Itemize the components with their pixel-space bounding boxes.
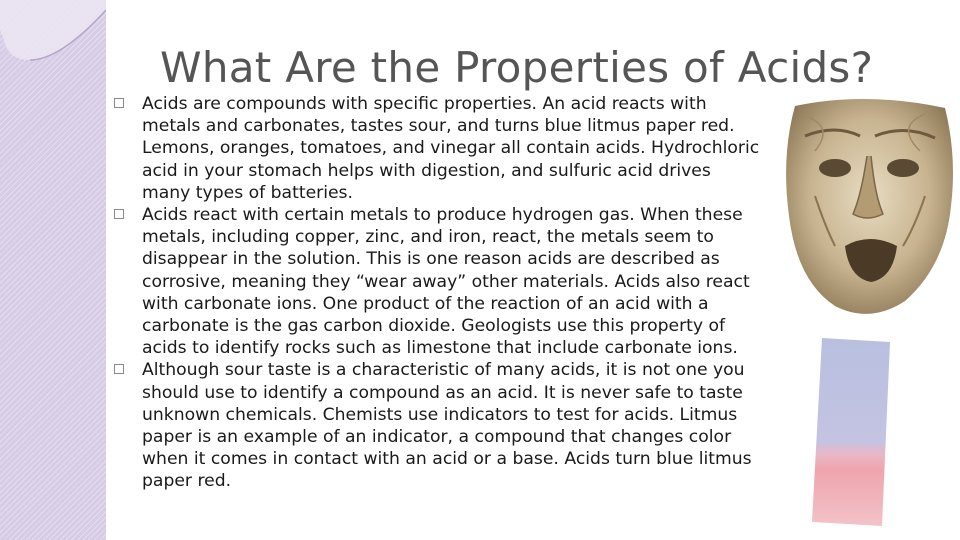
bullet-item-acids-metals bbox=[114, 204, 764, 359]
bullet-item-acids-properties bbox=[114, 93, 764, 204]
square-bullet-icon bbox=[114, 209, 124, 219]
bullet-text: Acids react with certain metals to produce hydrogen gas. When these metals, including copper, zinc, and iron, react, the metals seem to disappear in the solution. This is one reason acids are described as corrosive, meaning they “wear away” other materials. Acids also react with carbonate ions. One product of the reaction of an acid with a carbonate is the gas carbon dioxide. Geologists use this property of acids to identify rocks such as limestone that include carbonate ions. bbox=[142, 205, 750, 359]
slide-title: What Are the Properties of Acids? bbox=[160, 43, 874, 92]
square-bullet-icon bbox=[114, 364, 124, 374]
stone-mask-photo bbox=[775, 96, 960, 322]
bullet-text: Although sour taste is a characteristic of many acids, it is not one you should use to identify a compound as an acid. It is never safe to taste unknown chemicals. Chemists use indicators to test for acids. Litmus paper is an example of an indicator, a compound that changes color when it comes in contact with an acid or a base. Acids turn blue litmus paper red. bbox=[142, 360, 752, 492]
bullet-text: Acids are compounds with specific properties. An acid reacts with metals and carbonates, tastes sour, and turns blue litmus paper red. Lemons, oranges, tomatoes, and vinegar all contain acids. Hydrochloric acid in your stomach helps with digestion, and sulfuric acid drives many types of batteries. bbox=[142, 94, 760, 203]
bullet-item-acids-indicators bbox=[114, 359, 764, 492]
square-bullet-icon bbox=[114, 98, 124, 108]
curl-decoration bbox=[0, 0, 106, 540]
bullet-list bbox=[114, 93, 764, 493]
litmus-paper-photo bbox=[806, 336, 898, 528]
decorative-side-band bbox=[0, 0, 106, 540]
